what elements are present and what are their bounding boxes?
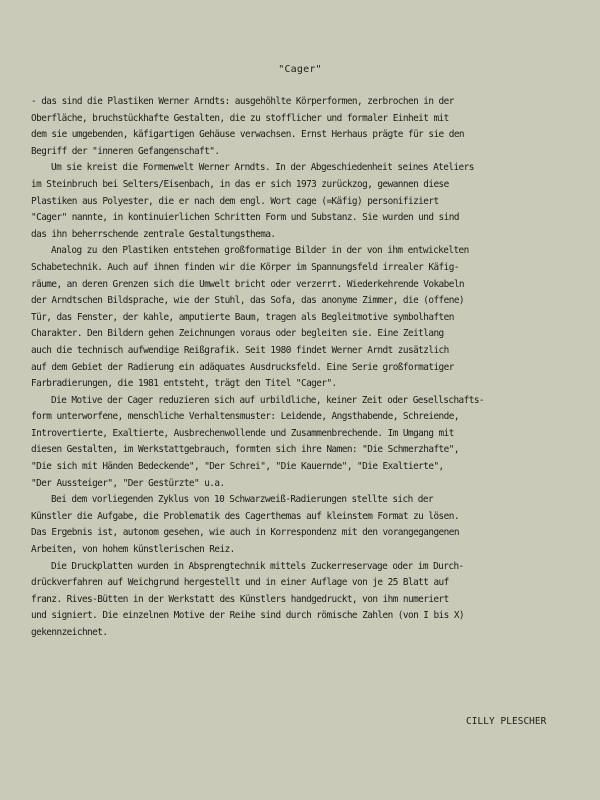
document-title: "Cager": [278, 64, 322, 75]
text-line: dem sie umgebenden, käfigartigen Gehäuse verwachsen. Ernst Herhaus prägte für sie den: [31, 129, 465, 141]
text-line: Das Ergebnis ist, autonom gesehen, wie auch in Korrespondenz mit den vorangegangenen: [31, 527, 459, 539]
text-line: Begriff der "inneren Gefangenschaft".: [31, 145, 220, 157]
text-line: Künstler die Aufgabe, die Problematik des Cagerthemas auf kleinstem Format zu lösen.: [31, 510, 459, 522]
text-line: Farbradierungen, die 1981 entsteht, trägt den Titel "Cager".: [31, 378, 337, 390]
text-line: gekennzeichnet.: [31, 627, 108, 638]
text-line: "Cager" nannte, in kontinuierlichen Schritten Form und Substanz. Sie wurden und sind: [31, 212, 459, 224]
paragraph-2: [31, 160, 576, 243]
text-line: "Die sich mit Händen Bedeckende", "Der Schrei", "Die Kauernde", "Die Exaltierte",: [31, 461, 444, 473]
text-line: auch die technisch aufwendige Reißgrafik. Seit 1980 findet Werner Arndt zusätzlich: [31, 344, 449, 356]
paragraph-3: [31, 243, 576, 392]
text-line: Oberfläche, bruchstückhafte Gestalten, die zu stofflicher und formaler Einheit mit: [31, 112, 449, 124]
document-body: [31, 94, 576, 642]
text-line: - das sind die Plastiken Werner Arndts: ausgehöhlte Körperformen, zerbrochen in der: [31, 96, 454, 107]
text-line: franz. Rives-Bütten in der Werkstatt des Künstlers handgedruckt, von ihm numeriert: [31, 593, 449, 605]
text-line: Analog zu den Plastiken entstehen großformatige Bilder in der von ihm entwickelten: [51, 245, 469, 257]
text-line: drückverfahren auf Weichgrund hergestellt und in einer Auflage von je 25 Blatt auf: [31, 577, 449, 589]
text-line: Charakter. Den Bildern gehen Zeichnungen voraus oder begleiten sie. Eine Zeitlang: [31, 328, 444, 340]
text-line: Plastiken aus Polyester, die er nach dem engl. Wort cage (=Käfig) personifiziert: [31, 195, 439, 207]
text-line: form unterworfene, menschliche Verhaltensmuster: Leidende, Angsthabende, Schreiende,: [31, 411, 459, 423]
text-line: diesen Gestalten, im Werkstattgebrauch, formten sich ihre Namen: "Die Schmerzhafte",: [31, 444, 459, 456]
paragraph-4: [31, 393, 576, 493]
text-line: Bei dem vorliegenden Zyklus von 10 Schwarzweiß-Radierungen stellte sich der: [51, 494, 434, 506]
text-line: Die Motive der Cager reduzieren sich auf urbildliche, keiner Zeit oder Gesellschafts-: [51, 394, 485, 406]
text-line: Arbeiten, von hohem künstlerischen Reiz.: [31, 544, 235, 556]
text-line: Tür, das Fenster, der kahle, amputierte Baum, tragen als Begleitmotive symbolhaften: [31, 311, 454, 323]
paragraph-6: [31, 559, 576, 642]
paragraph-1: [31, 94, 576, 160]
text-line: räume, an deren Grenzen sich die Umwelt bricht oder verzerrt. Wiederkehrende Vokabeln: [31, 278, 465, 290]
author-signature: CILLY PLESCHER: [466, 716, 547, 727]
text-line: "Der Aussteiger", "Der Gestürzte" u.a.: [31, 477, 225, 489]
text-line: Um sie kreist die Formenwelt Werner Arndts. In der Abgeschiedenheit seines Ateliers: [51, 162, 474, 174]
text-line: Introvertierte, Exaltierte, Ausbrechenwollende und Zusammenbrechende. Im Umgang mit: [31, 427, 454, 439]
text-line: und signiert. Die einzelnen Motive der Reihe sind durch römische Zahlen (von I bis X): [31, 610, 465, 622]
text-line: das ihn beherrschende zentrale Gestaltungsthema.: [31, 228, 276, 240]
text-line: Schabetechnik. Auch auf ihnen finden wir die Körper im Spannungsfeld irrealer Käfig-: [31, 261, 459, 273]
text-line: im Steinbruch bei Selters/Eisenbach, in das er sich 1973 zurückzog, gewannen diese: [31, 178, 449, 190]
text-line: der Arndtschen Bildsprache, wie der Stuhl, das Sofa, das anonyme Zimmer, die (offene): [31, 295, 465, 307]
paragraph-5: [31, 492, 576, 558]
text-line: auf dem Gebiet der Radierung ein adäquates Ausdrucksfeld. Eine Serie großformatiger: [31, 361, 454, 373]
text-line: Die Druckplatten wurden in Absprengtechnik mittels Zuckerreservage oder im Durch-: [51, 560, 464, 572]
